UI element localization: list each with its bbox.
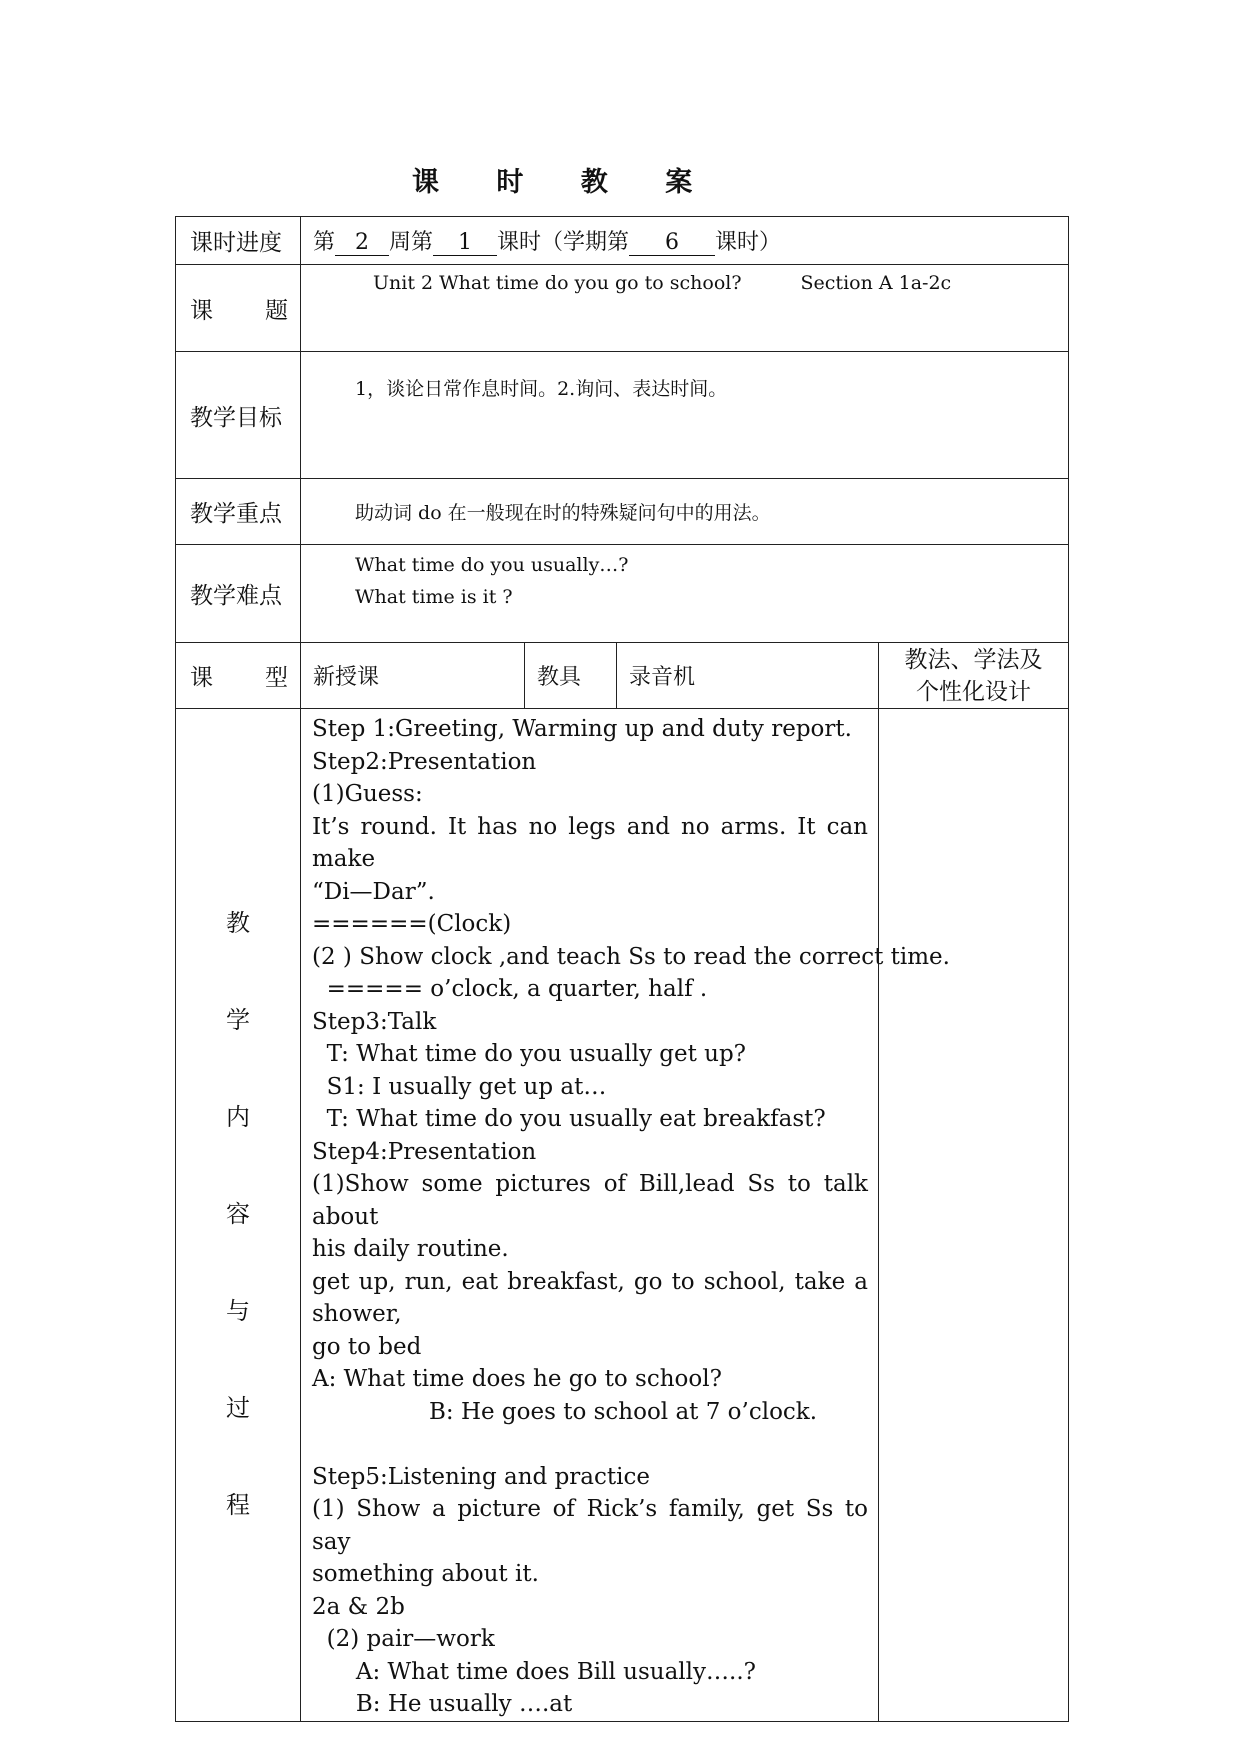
objectives-label: 教学目标 (176, 352, 301, 479)
design-header-line-2: 个性化设计 (916, 678, 1031, 705)
process-line: get up, run, eat breakfast, go to school, take a shower, (312, 1268, 868, 1327)
process-line: ===== o’clock, a quarter, half . (312, 976, 708, 1002)
process-label-char: 内 (226, 1103, 250, 1132)
process-line: T: What time do you usually get up? (312, 1041, 747, 1067)
process-line: (2) pair—work (312, 1626, 495, 1652)
process-line: ======(Clock) (312, 911, 512, 937)
process-label-char: 教 (226, 909, 250, 938)
process-line: Step3:Talk (312, 1008, 437, 1035)
process-line: Step4:Presentation (312, 1138, 537, 1165)
process-line: 2a & 2b (312, 1593, 405, 1620)
objectives-text: 1，谈论日常作息时间。2.询问、表达时间。 (355, 378, 728, 400)
process-line: go to bed (312, 1333, 422, 1360)
process-line: something about it. (312, 1561, 539, 1587)
objectives-value (301, 352, 1069, 479)
process-line: (1) Show a picture of Rick’s family, get Ss to say (312, 1496, 868, 1555)
progress-text-4: 课时） (715, 230, 782, 255)
process-label-char: 与 (226, 1297, 250, 1326)
process-line: “Di—Dar”. (312, 878, 435, 905)
type-value: 新授课 (301, 643, 525, 709)
progress-row (176, 217, 1069, 265)
process-line: B: He usually ….at (312, 1691, 573, 1717)
topic-value (301, 265, 1069, 352)
objectives-row (176, 352, 1069, 479)
type-label-1: 课 (190, 665, 213, 691)
process-line: Step5:Listening and practice (312, 1463, 650, 1490)
difficulties-row (176, 545, 1069, 643)
process-line: (1)Guess: (312, 781, 423, 807)
difficulties-value (301, 545, 1069, 643)
process-row (176, 709, 1069, 1722)
process-line: T: What time do you usually eat breakfast? (312, 1106, 826, 1132)
key-points-text: 助动词 do 在一般现在时的特殊疑问句中的用法。 (355, 502, 771, 524)
topic-label-2: 题 (265, 297, 288, 324)
progress-label: 课时进度 (176, 217, 301, 265)
process-label-char: 容 (226, 1200, 250, 1229)
key-points-value (301, 479, 1069, 545)
difficulties-line-2: What time is it ? (355, 586, 513, 608)
document-title: 课 时 教 案 (412, 167, 717, 198)
process-line: (1)Show some pictures of Bill,lead Ss to talk about (312, 1171, 868, 1230)
lesson-plan-table (175, 216, 1069, 1722)
process-label-char: 学 (226, 1006, 250, 1035)
type-label-2: 型 (265, 665, 288, 691)
process-line: his daily routine. (312, 1236, 509, 1262)
process-line: Step 1:Greeting, Warming up and duty report. (312, 716, 852, 742)
difficulties-line-1: What time do you usually…? (355, 554, 629, 576)
term-lesson-number: 6 (629, 230, 715, 256)
process-line: Step2:Presentation (312, 748, 537, 775)
lesson-number: 1 (433, 230, 497, 256)
process-label (176, 709, 301, 1722)
week-number: 2 (335, 230, 389, 256)
topic-section: Section A 1a-2c (800, 272, 952, 294)
design-header-line-1: 教法、学法及 (904, 646, 1043, 673)
process-line-blank (312, 1428, 868, 1461)
type-label-cell (176, 643, 301, 709)
topic-label-1: 课 (190, 297, 213, 324)
progress-value (301, 217, 1069, 265)
topic-unit: Unit 2 What time do you go to school? (373, 272, 742, 294)
progress-text-3: 课时（学期第 (497, 230, 630, 255)
key-points-label: 教学重点 (176, 479, 301, 545)
design-notes-cell (879, 709, 1069, 1722)
process-line: It’s round. It has no legs and no arms. It can make (312, 813, 868, 872)
type-row (176, 643, 1069, 709)
design-header (879, 643, 1069, 709)
tools-value: 录音机 (617, 643, 879, 709)
progress-text-1: 第 (313, 230, 336, 255)
process-line: S1: I usually get up at… (312, 1073, 607, 1100)
tools-label: 教具 (525, 643, 617, 709)
process-label-char: 过 (226, 1394, 250, 1423)
topic-row (176, 265, 1069, 352)
process-line: (2 ) Show clock ,and teach Ss to read the correct time. (312, 943, 950, 970)
process-line: A: What time does he go to school? (312, 1366, 722, 1392)
topic-label-cell (176, 265, 301, 352)
process-line: A: What time does Bill usually…..? (312, 1658, 756, 1685)
process-label-char: 程 (226, 1491, 250, 1520)
process-line: B: He goes to school at 7 o’clock. (312, 1398, 818, 1425)
difficulties-label: 教学难点 (176, 545, 301, 643)
key-points-row (176, 479, 1069, 545)
process-content (301, 709, 950, 1722)
progress-text-2: 周第 (389, 230, 434, 255)
